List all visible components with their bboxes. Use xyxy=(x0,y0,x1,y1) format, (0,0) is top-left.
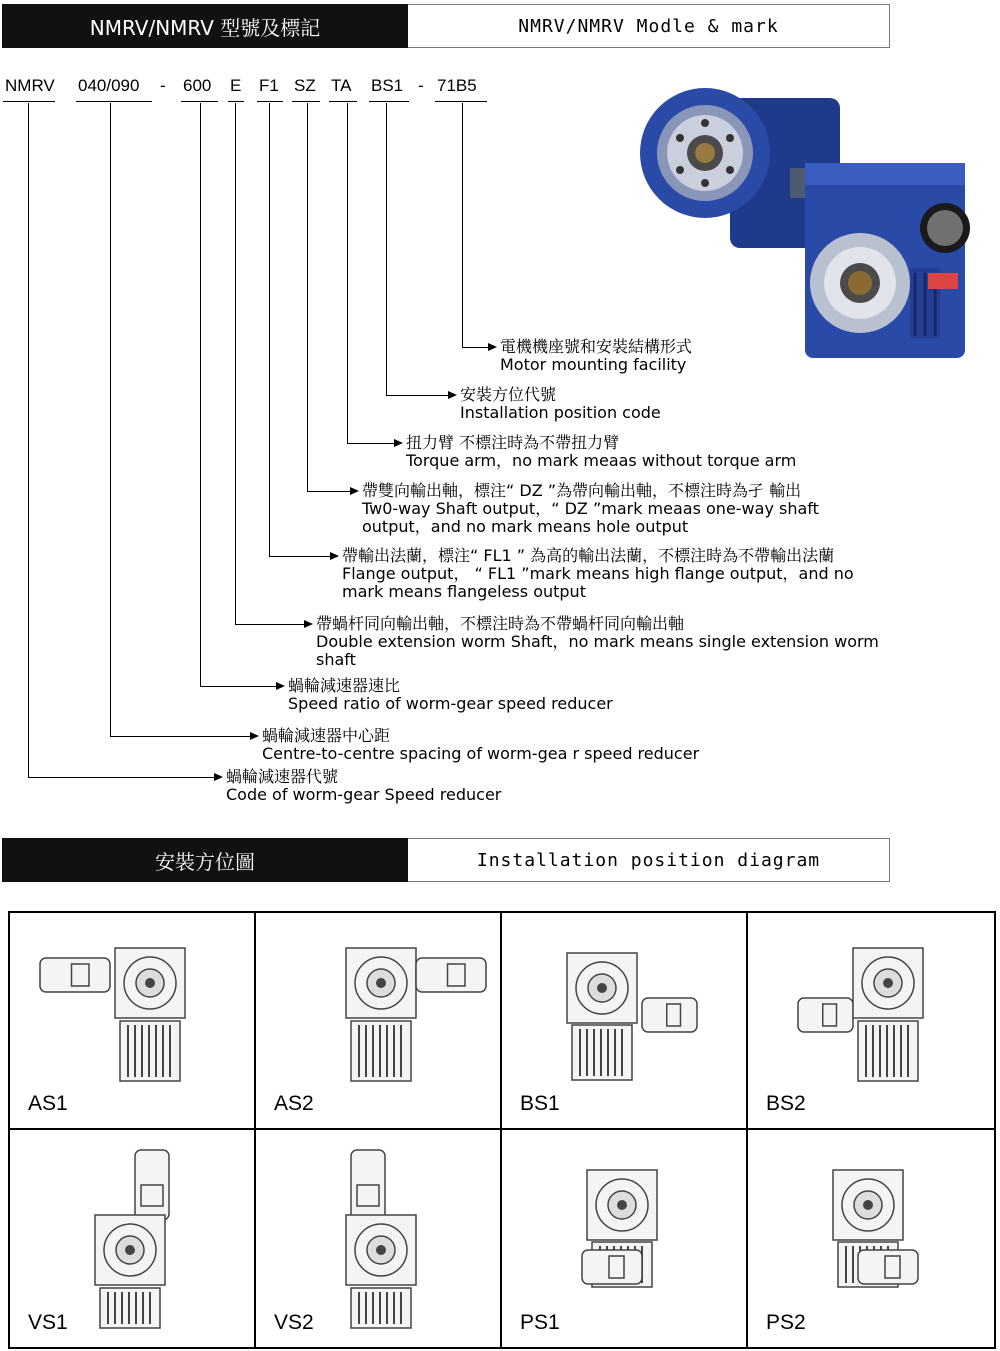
code-underline xyxy=(3,101,55,102)
arrow-icon xyxy=(214,773,223,781)
legend-item xyxy=(500,338,692,374)
leader-line xyxy=(110,736,250,737)
legend-cn: 蝸輪減速器中心距 xyxy=(262,726,391,745)
code-part: SZ xyxy=(294,76,316,95)
leader-line xyxy=(386,103,387,395)
section-title-cn: NMRV/NMRV 型號及標記 xyxy=(2,4,408,48)
leader-line xyxy=(347,443,394,444)
code-underline xyxy=(181,101,218,102)
code-underline xyxy=(228,101,244,102)
legend-item xyxy=(226,768,501,804)
arrow-icon xyxy=(448,391,457,399)
position-cell-as2 xyxy=(256,913,502,1130)
leader-line xyxy=(200,103,201,686)
legend-en: Code of worm-gear Speed reducer xyxy=(226,785,502,804)
legend-item xyxy=(406,434,796,470)
legend-en: Torque arm，no mark meaas without torque arm xyxy=(406,451,797,470)
code-part: E xyxy=(230,76,242,95)
legend-item xyxy=(316,615,879,669)
legend-cn: 扭力臂 不標注時為不帶扭力臂 xyxy=(406,433,620,452)
leader-line xyxy=(28,777,214,778)
code-part: 040/090 xyxy=(78,76,140,95)
arrow-icon xyxy=(250,732,259,740)
leader-line xyxy=(235,103,236,624)
arrow-icon xyxy=(304,620,313,628)
legend-en: Tw0-way Shaft output，“ DZ ”mark meaas one-way shaft output，and no mark means hole output xyxy=(362,499,819,536)
leader-line xyxy=(269,556,330,557)
legend-cn: 帶輸出法蘭，標注“ FL1 ” 為高的輸出法蘭，不標注時為不帶輸出法蘭 xyxy=(342,546,835,565)
leader-line xyxy=(200,686,276,687)
leader-line xyxy=(110,103,111,736)
section-title-en: NMRV/NMRV Modle & mark xyxy=(408,4,890,48)
legend-item xyxy=(262,727,699,763)
legend-cn: 蝸輪減速器代號 xyxy=(226,767,339,786)
section-title-en: Installation position diagram xyxy=(408,838,890,882)
legend-cn: 帶蝸杆同向輸出軸，不標注時為不帶蝸杆同向輸出軸 xyxy=(316,614,685,633)
code-part: TA xyxy=(331,76,352,95)
legend-en: Double extension worm Shaft，no mark means single extension worm shaft xyxy=(316,632,879,669)
code-underline xyxy=(76,101,152,102)
leader-line xyxy=(462,347,488,348)
installation-grid xyxy=(8,911,996,1349)
section-title-cn: 安裝方位圖 xyxy=(2,838,408,882)
legend-item xyxy=(288,677,613,713)
position-code: VS1 xyxy=(28,1311,68,1334)
leader-line xyxy=(347,103,348,443)
legend-cn: 蝸輪減速器速比 xyxy=(288,676,401,695)
position-code: VS2 xyxy=(274,1311,314,1334)
leader-line xyxy=(235,624,304,625)
position-cell-bs1 xyxy=(502,913,748,1130)
code-part: NMRV xyxy=(5,76,55,95)
legend-en: Installation position code xyxy=(460,403,661,422)
position-cell-vs1 xyxy=(10,1130,256,1347)
leader-line xyxy=(386,395,448,396)
position-code: PS1 xyxy=(520,1311,560,1334)
code-underline xyxy=(257,101,283,102)
position-cell-ps1 xyxy=(502,1130,748,1347)
section-header-model xyxy=(2,4,890,48)
arrow-icon xyxy=(488,343,497,351)
legend-en: Centre-to-centre spacing of worm-gea r speed reducer xyxy=(262,744,700,763)
code-underline xyxy=(435,101,487,102)
code-part: F1 xyxy=(259,76,279,95)
legend-item xyxy=(460,386,661,422)
legend-en: Flange output， “ FL1 ”mark means high flange output，and no mark means flangeless output xyxy=(342,564,854,601)
leader-line xyxy=(307,491,350,492)
legend-en: Motor mounting facility xyxy=(500,355,687,374)
position-cell-as1 xyxy=(10,913,256,1130)
code-part: 600 xyxy=(183,76,212,95)
product-photo xyxy=(640,68,985,368)
legend-cn: 電機機座號和安裝結構形式 xyxy=(500,337,693,356)
arrow-icon xyxy=(276,682,285,690)
code-underline xyxy=(329,101,357,102)
legend-item xyxy=(342,547,854,601)
code-part: 71B5 xyxy=(437,76,477,95)
position-cell-bs2 xyxy=(748,913,994,1130)
legend-cn: 帶雙向輸出軸，標注“ DZ ”為帶向輸出軸，不標注時為孑 輸出 xyxy=(362,481,802,500)
code-part: - xyxy=(160,76,166,95)
code-part: BS1 xyxy=(371,76,404,95)
legend-en: Speed ratio of worm-gear speed reducer xyxy=(288,694,613,713)
section-header-installation xyxy=(2,838,890,882)
arrow-icon xyxy=(394,439,403,447)
position-code: BS1 xyxy=(520,1092,560,1115)
position-code: PS2 xyxy=(766,1311,806,1334)
position-cell-ps2 xyxy=(748,1130,994,1347)
leader-line xyxy=(307,103,308,491)
position-code: AS1 xyxy=(28,1092,68,1115)
code-underline xyxy=(369,101,409,102)
arrow-icon xyxy=(330,552,339,560)
leader-line xyxy=(28,103,29,777)
leader-line xyxy=(462,103,463,347)
code-part: - xyxy=(418,76,424,95)
legend-cn: 安裝方位代號 xyxy=(460,385,557,404)
position-cell-vs2 xyxy=(256,1130,502,1347)
leader-line xyxy=(269,103,270,556)
code-underline xyxy=(292,101,320,102)
position-code: BS2 xyxy=(766,1092,806,1115)
arrow-icon xyxy=(350,487,359,495)
position-code: AS2 xyxy=(274,1092,314,1115)
legend-item xyxy=(362,482,819,536)
